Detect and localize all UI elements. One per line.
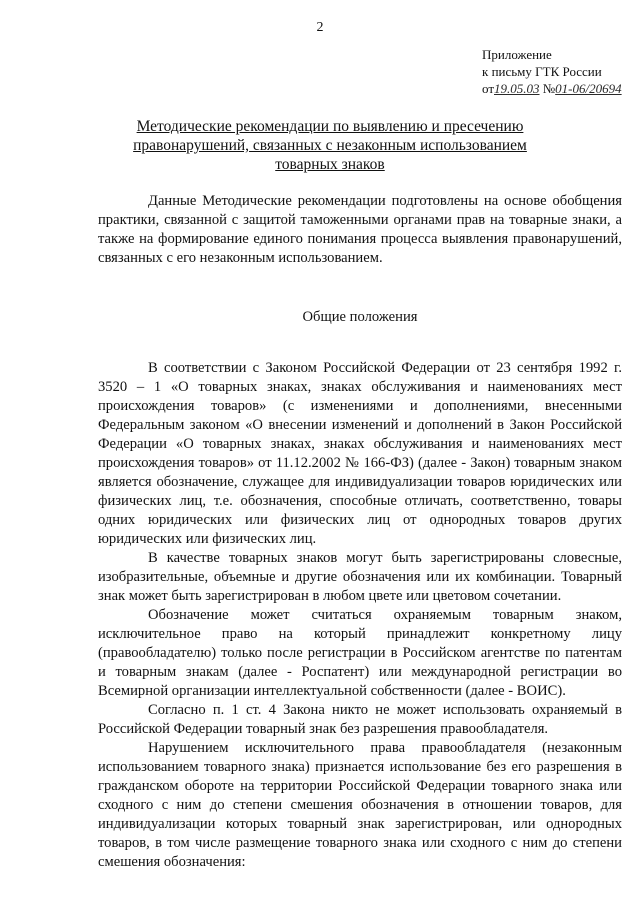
body-paragraph: В соответствии с Законом Российской Федерации от 23 сентября 1992 г. 3520 – 1 «О товарных знаках, знаках обслуживания и наименованиях мест происхождения товаров» (с изменениями и дополнениями, внесенными Федеральным законом «О внесении изменений и дополнений в Закон Российской Федерации «О товарных знаках, знаках обслуживания и наименованиях мест происхождения товаров» от 11.12.2002 № 166-ФЗ) (далее - Закон) товарным знаком является обозначение, служащее для индивидуализации товаров юридических или физических лиц, т.е. обозначения, способные отличать, соответственно, товары одних юридических или физических лиц от однородных товаров других юридических или физических лиц. [98, 360, 622, 547]
appendix-block [482, 46, 632, 97]
from-prefix: от [482, 81, 495, 96]
document-body [98, 192, 622, 872]
page-number: 2 [316, 20, 324, 35]
appendix-date-number [482, 80, 632, 97]
section-heading: Общие положения [302, 309, 418, 325]
appendix-letter-reference: к письму ГТК России [482, 64, 602, 79]
document-title: Методические рекомендации по выявлению и пресечению правонарушений, связанных с незаконным использованием товарных знаков [133, 118, 527, 173]
intro-paragraph: Данные Методические рекомендации подготовлены на основе обобщения практики, связанной с защитой таможенными органами прав на товарные знаки, а также на формирование единого понимания процесса выявления правонарушений, связанных с его незаконным использованием. [98, 193, 622, 266]
handwritten-date: 19.05.03 [494, 81, 540, 96]
number-sign: № [542, 81, 556, 96]
body-paragraph: В качестве товарных знаков могут быть зарегистрированы словесные, изобразительные, объемные и другие обозначения или их комбинации. Товарный знак может быть зарегистрирован в любом цвете или цветовом сочетании. [98, 550, 622, 604]
body-paragraph: Обозначение может считаться охраняемым товарным знаком, исключительное право на который принадлежит конкретному лицу (правообладателю) только после регистрации в Российском агентстве по патентам и товарным знакам (далее - Роспатент) или международной регистрации во Всемирной организации интеллектуальной собственности (далее - ВОИС). [98, 607, 622, 699]
handwritten-number: 01-06/20694 [555, 81, 622, 96]
body-paragraph: Согласно п. 1 ст. 4 Закона никто не может использовать охраняемый в Российской Федерации товарный знак без разрешения правообладателя. [98, 702, 622, 737]
body-paragraph: Нарушением исключительного права правообладателя (незаконным использованием товарного знака) признается использование без его разрешения в гражданском обороте на территории Российской Федерации товарного знака или сходного с ним до степени смешения обозначения в отношении товаров, для индивидуализации которых товарный знак зарегистрирован, или однородных товаров, в том числе размещение товарного знака или сходного с ним до степени смешения обозначения: [98, 740, 622, 870]
appendix-label: Приложение [482, 47, 552, 62]
